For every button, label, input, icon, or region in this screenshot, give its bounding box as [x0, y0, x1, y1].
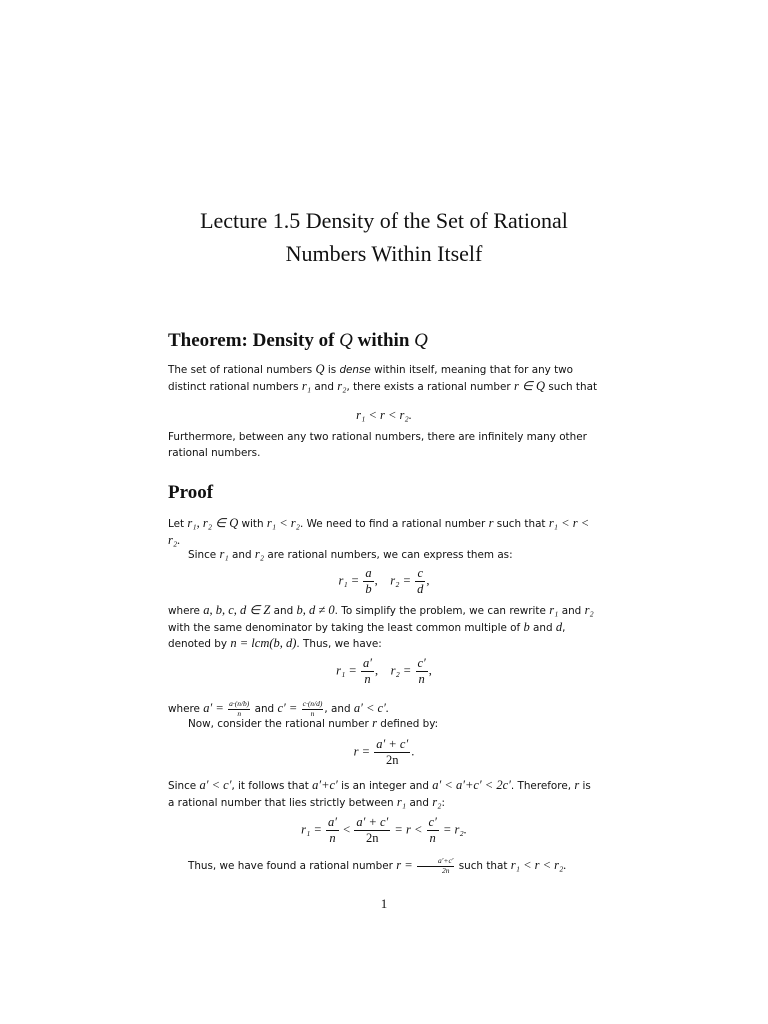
math-inline: r₁ < r < r₂.	[168, 516, 590, 547]
fraction	[363, 566, 373, 597]
theorem-text: , there exists a rational number	[346, 380, 514, 393]
theorem-text: within itself, meaning that for any two distinct rational numbers	[168, 364, 574, 393]
math-inline: r₂	[254, 547, 265, 561]
proof-text: with	[238, 518, 267, 530]
display-equation-fractions-1	[168, 566, 600, 597]
math-inline: a′ < a′+c′ < 2c′	[432, 778, 511, 792]
proof-conclusion	[168, 857, 600, 875]
equation-text: r₂ =	[390, 663, 412, 678]
denominator: n	[310, 708, 315, 718]
math-inline: a′ < c′.	[353, 701, 389, 715]
proof-paragraph-5	[168, 716, 600, 733]
proof-text: is an integer and	[337, 780, 433, 792]
proof-text: , it follows that	[231, 780, 313, 792]
proof-text: . Therefore,	[510, 780, 575, 792]
display-equation-fractions-2	[168, 656, 600, 687]
numerator: c′	[417, 656, 426, 670]
theorem-text: is	[324, 364, 340, 376]
proof-text: where	[168, 605, 204, 617]
theorem-heading	[168, 329, 428, 353]
proof-text: and	[270, 605, 297, 617]
math-inline: d	[555, 619, 563, 634]
math-inline: r₂	[337, 378, 347, 393]
lecture-title	[140, 204, 628, 270]
denominator: n	[418, 672, 425, 686]
numerator: a′	[328, 815, 338, 829]
math-inline: n = lcm(b, d)	[230, 636, 297, 651]
proof-text: defined by:	[376, 718, 439, 730]
fraction	[427, 815, 439, 846]
equation-text: ,	[426, 573, 430, 588]
equation-text: .	[411, 744, 415, 759]
fraction	[374, 737, 410, 768]
math-inline: r₁	[549, 603, 559, 617]
fraction	[416, 656, 428, 687]
fraction	[326, 815, 339, 846]
math-inline: r₁	[301, 378, 312, 393]
proof-paragraph-3	[168, 603, 600, 653]
proof-text: and	[406, 796, 433, 809]
math-inline: r	[488, 516, 494, 530]
equation-text: r₁ < r < r₂.	[356, 408, 412, 422]
math-inline: r	[372, 716, 377, 730]
proof-paragraph-2	[168, 547, 600, 564]
math-inline: r₂	[432, 794, 442, 809]
numerator: a′ + c′	[356, 815, 389, 829]
equation-text: r₂ =	[390, 573, 412, 588]
proof-text: . To simplify the problem, we can rewrite	[334, 605, 550, 617]
numerator: c·(n/d)	[302, 699, 323, 708]
equation-text: r₁ =	[336, 663, 357, 678]
denominator: n	[429, 831, 436, 845]
math-inline: r₂	[584, 603, 594, 617]
denominator: d	[417, 582, 424, 596]
equation-text: r₁ =	[338, 573, 360, 588]
math-inline: c′ =	[277, 701, 298, 715]
proof-text: :	[441, 796, 446, 809]
display-equation-between	[168, 815, 600, 846]
proof-text: Since	[168, 780, 200, 792]
proof-text: . Thus, we have:	[296, 638, 382, 651]
proof-text: and	[558, 605, 585, 617]
theorem-heading-set-2: Q	[414, 330, 428, 351]
theorem-text: such that	[545, 380, 598, 393]
denominator: 2n	[385, 753, 399, 767]
proof-text: such that	[493, 518, 549, 530]
math-inline: r₁ < r < r₂.	[510, 858, 567, 872]
equation-text: r =	[353, 744, 371, 759]
equation-text: ,	[374, 663, 379, 678]
numerator: a′	[362, 656, 372, 670]
proof-paragraph-6	[168, 778, 600, 811]
equation-text: = r <	[394, 822, 423, 837]
equation-text: r₁ =	[301, 822, 322, 837]
math-inline: r₁ < r₂	[266, 516, 300, 530]
proof-text: is a rational number that lies strictly between	[168, 780, 591, 809]
denominator: 2n	[366, 831, 379, 845]
numerator: a′+c′	[417, 857, 454, 867]
theorem-furthermore: Furthermore, between any two rational numbers, there are infinitely many other rational numbers.	[168, 431, 587, 459]
math-inline: Q	[315, 362, 325, 376]
math-inline: r₁	[396, 794, 407, 809]
math-inline: r ∈ Q	[513, 378, 546, 393]
proof-text: and	[228, 549, 255, 561]
fraction	[361, 656, 374, 687]
math-inline: r₁	[219, 547, 229, 561]
equation-text: = r₂.	[442, 822, 467, 837]
proof-text: Now, consider the rational number	[188, 718, 373, 730]
display-equation-inequality	[168, 408, 600, 423]
denominator: n	[329, 831, 336, 845]
math-inline: r =	[396, 858, 413, 872]
proof-text: are rational numbers, we can express them as:	[264, 549, 513, 561]
proof-text: . We need to find a rational number	[300, 518, 489, 530]
page-number: 1	[380, 896, 388, 911]
numerator: c′	[428, 815, 437, 829]
theorem-statement	[168, 362, 600, 395]
math-inline: a′ < c′	[199, 778, 232, 792]
denominator: n	[237, 708, 242, 718]
fraction	[354, 815, 390, 846]
proof-text: where	[168, 703, 204, 715]
display-equation-r-definition	[168, 737, 600, 768]
proof-text: and	[251, 703, 278, 715]
math-inline: r₁, r₂ ∈ Q	[187, 516, 239, 530]
numerator: a	[365, 566, 372, 580]
theorem-heading-mid: within	[352, 330, 415, 351]
theorem-heading-prefix: Theorem: Density of	[168, 330, 340, 351]
proof-text: Thus, we have found a rational number	[188, 860, 397, 872]
equation-text: <	[343, 822, 351, 837]
fraction	[415, 566, 425, 597]
proof-text: , denoted by	[168, 621, 566, 651]
proof-paragraph-1	[168, 516, 600, 549]
denominator: 2n	[441, 865, 450, 875]
math-inline: a′ =	[203, 701, 224, 715]
theorem-text: and	[311, 380, 338, 393]
proof-heading: Proof	[168, 482, 214, 503]
theorem-heading-set-1: Q	[339, 330, 353, 351]
emphasis-dense: dense	[339, 364, 371, 376]
theorem-text: The set of rational numbers	[168, 364, 316, 376]
proof-text: , and	[324, 703, 354, 715]
equation-text: ,	[428, 663, 432, 678]
denominator: b	[365, 582, 372, 596]
title-line-2: Numbers Within Itself	[285, 241, 483, 266]
proof-text: with the same denominator by taking the least common multiple of	[168, 621, 524, 634]
fraction	[417, 857, 454, 875]
numerator: a·(n/b)	[229, 699, 250, 708]
numerator: a′ + c′	[376, 737, 409, 751]
math-inline: b, d ≠ 0	[296, 603, 335, 617]
proof-text: and	[529, 621, 556, 634]
proof-text: Since	[188, 549, 220, 561]
equation-text: ,	[374, 573, 378, 588]
math-inline: r	[574, 778, 580, 792]
math-inline: b	[523, 619, 530, 634]
proof-text: such that	[455, 860, 511, 872]
numerator: c	[415, 566, 425, 582]
math-inline: a, b, c, d ∈ Z	[203, 603, 271, 617]
math-inline: a′+c′	[312, 778, 338, 792]
proof-text: Let	[168, 518, 188, 530]
title-line-1: Lecture 1.5 Density of the Set of Rational	[200, 208, 568, 233]
denominator: n	[364, 672, 371, 686]
